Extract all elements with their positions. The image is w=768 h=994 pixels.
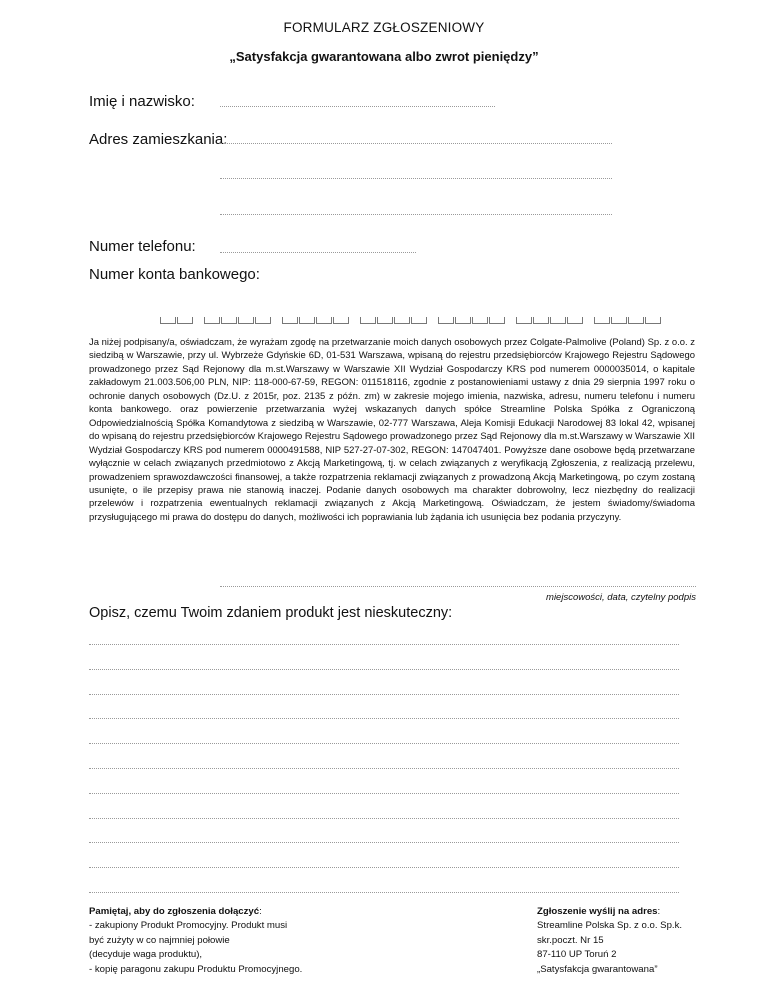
mailing-title: Zgłoszenie wyślij na adres bbox=[537, 906, 658, 917]
describe-line[interactable] bbox=[89, 842, 679, 843]
account-digit-box[interactable] bbox=[177, 317, 193, 324]
account-digit-box[interactable] bbox=[645, 317, 661, 324]
name-label: Imię i nazwisko: bbox=[89, 93, 195, 110]
attachments-line: - kopię paragonu zakupu Produktu Promocyjnego. bbox=[89, 963, 303, 975]
attachments-title: Pamiętaj, aby do zgłoszenia dołączyć bbox=[89, 906, 260, 917]
name-field[interactable] bbox=[220, 106, 495, 107]
account-digit-box[interactable] bbox=[255, 317, 271, 324]
account-digit-box[interactable] bbox=[299, 317, 315, 324]
account-digit-box[interactable] bbox=[550, 317, 566, 324]
account-digit-box[interactable] bbox=[333, 317, 349, 324]
address-line: „Satysfakcja gwarantowana” bbox=[537, 963, 658, 975]
account-digit-box[interactable] bbox=[489, 317, 505, 324]
signature-field[interactable] bbox=[220, 586, 696, 587]
account-digit-box[interactable] bbox=[472, 317, 488, 324]
account-digit-box[interactable] bbox=[238, 317, 254, 324]
account-digit-box[interactable] bbox=[360, 317, 376, 324]
account-digit-box[interactable] bbox=[455, 317, 471, 324]
describe-line[interactable] bbox=[89, 768, 679, 769]
phone-field[interactable] bbox=[220, 252, 416, 253]
address-label: Adres zamieszkania: bbox=[89, 131, 228, 148]
describe-line[interactable] bbox=[89, 892, 679, 893]
describe-line[interactable] bbox=[89, 644, 679, 645]
describe-line[interactable] bbox=[89, 743, 679, 744]
address-field-line-1[interactable] bbox=[220, 143, 612, 144]
attachments-line: być zużyty w co najmniej połowie bbox=[89, 934, 230, 946]
mailing-address: Zgłoszenie wyślij na adres: Streamline Polska Sp. z o.o. Sp.k. skr.poczt. Nr 15 87-110 UP Toruń 2 „Satysfakcja gwarantowana” bbox=[537, 905, 682, 977]
phone-label: Numer telefonu: bbox=[89, 238, 196, 255]
describe-line[interactable] bbox=[89, 867, 679, 868]
describe-line[interactable] bbox=[89, 818, 679, 819]
account-digit-box[interactable] bbox=[628, 317, 644, 324]
account-digit-box[interactable] bbox=[533, 317, 549, 324]
account-digit-box[interactable] bbox=[316, 317, 332, 324]
account-digit-box[interactable] bbox=[611, 317, 627, 324]
account-label: Numer konta bankowego: bbox=[89, 266, 260, 283]
attachments-note: Pamiętaj, aby do zgłoszenia dołączyć: - zakupiony Produkt Promocyjny. Produkt musi być zużyty w co najmniej połowie (decyduje waga produktu), - kopię paragonu zakupu Produktu Promocyjnego. bbox=[89, 905, 302, 977]
account-digit-box[interactable] bbox=[282, 317, 298, 324]
account-digit-box[interactable] bbox=[516, 317, 532, 324]
account-digit-box[interactable] bbox=[160, 317, 176, 324]
account-number-boxes[interactable] bbox=[160, 314, 690, 324]
form-title: FORMULARZ ZGŁOSZENIOWY bbox=[283, 20, 485, 35]
account-digit-box[interactable] bbox=[377, 317, 393, 324]
form-subtitle: „Satysfakcja gwarantowana albo zwrot pieniędzy” bbox=[229, 49, 539, 64]
address-field-line-3[interactable] bbox=[220, 214, 612, 215]
consent-text: Ja niżej podpisany/a, oświadczam, że wyrażam zgodę na przetwarzanie moich danych osobowych przez Colgate-Palmolive (Poland) Sp. z o.o. z siedzibą w Warszawie, przy ul. Wybrzeże Gdyńskie 6D, 01-531 Warszawa, wpisaną do rejestru przedsiębiorców Krajowego Rejestru Sądowego prowadzonego przez Sąd Rejonowy dla m.st.Warszawy w Warszawie XII Wydział Gospodarczy KRS pod numerem 0000035014, o kapitale zakładowym 21.003.506,00 PLN, NIP: 118-000-67-59, REGON: 011518116, zgodnie z postanowieniami ustawy z dnia 29 sierpnia 1997 roku o ochronie danych osobowych (Dz.U. z 2015r, poz. 2135 z późn. zm) w zakresie mojego imienia, nazwiska, adresu, numeru telefonu i numeru konta bankowego. oraz powierzenie przetwarzania wyżej wskazanych danych spółce Streamline Polska Spółka z Ograniczoną Odpowiedzialnością Spółka Komandytowa z siedzibą w Warszawie, 02-777 Warszawa, Aleja Komisji Edukacji Narodowej 83 lokal 42, wpisanej do wpisaną do rejestru przedsiębiorców Krajowego Rejestru Sądowego prowadzonego przez Sąd Rejonowy dla m.st.Warszawy w Warszawie XII Wydział Gospodarczy KRS pod numerem 0000491588, NIP 527-27-07-302, REGON: 147047401. Powyższe dane osobowe będą przetwarzane wyłącznie w celach związanych przedmiotowo z Akcją Marketingową, tj. w celach związanych z weryfikacją Zgłoszenia, z realizacją przelewu, prowadzeniem sprawozdawczości finansowej, a także rozpatrzenia reklamacji związanych z prowadzoną Akcją Marketingową, po czym zostaną usunięte, o ile przepisy prawa nie stanowią inaczej. Podanie danych osobowych ma charakter dobrowolny, lecz niezbędny do realizacji przelewów i rozpatrzenia ewentualnych reklamacji związanych z Akcją Marketingową. Oświadczam, że jestem świadomy/świadoma przysługującego mi prawa do dostępu do danych, możliwości ich poprawiania lub żądania ich usunięcia bez podania przyczyny. bbox=[89, 337, 695, 523]
account-digit-box[interactable] bbox=[411, 317, 427, 324]
address-line: Streamline Polska Sp. z o.o. Sp.k. bbox=[537, 920, 683, 932]
address-line: skr.poczt. Nr 15 bbox=[537, 934, 604, 946]
address-field-line-2[interactable] bbox=[220, 178, 612, 179]
account-digit-box[interactable] bbox=[204, 317, 220, 324]
address-line: 87-110 UP Toruń 2 bbox=[537, 949, 617, 961]
account-digit-box[interactable] bbox=[594, 317, 610, 324]
account-digit-box[interactable] bbox=[394, 317, 410, 324]
describe-line[interactable] bbox=[89, 718, 679, 719]
describe-line[interactable] bbox=[89, 669, 679, 670]
attachments-line: (decyduje waga produktu), bbox=[89, 949, 203, 961]
describe-label: Opisz, czemu Twoim zdaniem produkt jest nieskuteczny: bbox=[89, 605, 453, 621]
account-digit-box[interactable] bbox=[221, 317, 237, 324]
describe-line[interactable] bbox=[89, 694, 679, 695]
describe-line[interactable] bbox=[89, 793, 679, 794]
account-digit-box[interactable] bbox=[567, 317, 583, 324]
account-digit-box[interactable] bbox=[438, 317, 454, 324]
attachments-line: - zakupiony Produkt Promocyjny. Produkt musi bbox=[89, 920, 288, 932]
signature-label: miejscowości, data, czytelny podpis bbox=[546, 592, 696, 603]
